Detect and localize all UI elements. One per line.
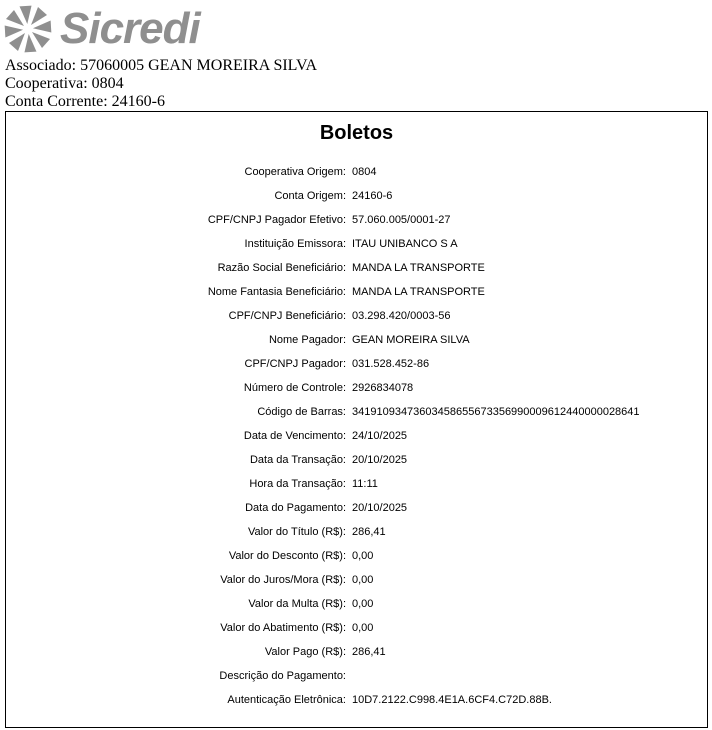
row-value: 286,41 [352, 646, 386, 658]
row-label: Razão Social Beneficiário: [217, 262, 346, 274]
row-label: Cooperativa Origem: [244, 166, 346, 178]
receipt-row [6, 546, 707, 570]
associado-line: Associado: 57060005 GEAN MOREIRA SILVA [5, 57, 318, 74]
row-label: Nome Fantasia Beneficiário: [207, 286, 346, 298]
receipt-row [6, 666, 707, 690]
receipt-row [6, 450, 707, 474]
receipt-row [6, 690, 707, 714]
row-value: 10D7.2122.C998.4E1A.6CF4.C72D.88B. [352, 694, 552, 706]
receipt-row [6, 618, 707, 642]
row-value: 031.528.452-86 [352, 358, 430, 370]
sicredi-pinwheel-icon [4, 5, 52, 53]
row-value: 20/10/2025 [352, 454, 408, 466]
row-value: 24/10/2025 [352, 430, 408, 442]
row-value: 0,00 [352, 574, 374, 586]
row-label: Número de Controle: [243, 382, 346, 394]
receipt-row [6, 186, 707, 210]
row-label: Hora da Transação: [249, 478, 346, 490]
receipt-row [6, 282, 707, 306]
row-label: Valor da Multa (R$): [248, 598, 346, 610]
row-label: Código de Barras: [257, 406, 346, 418]
row-label: Valor do Abatimento (R$): [220, 622, 346, 634]
receipt-row [6, 354, 707, 378]
receipt-row [6, 162, 707, 186]
row-value: 286,41 [352, 526, 386, 538]
row-label: Descrição do Pagamento: [219, 670, 346, 682]
receipt-row [6, 426, 707, 450]
row-value: 0804 [352, 166, 377, 178]
row-label: Instituição Emissora: [244, 238, 346, 250]
receipt-row [6, 642, 707, 666]
row-value: 03.298.420/0003-56 [352, 310, 451, 322]
receipt-row [6, 498, 707, 522]
row-label: Nome Pagador: [268, 334, 346, 346]
receipt-row [6, 258, 707, 282]
receipt-box [5, 111, 708, 728]
row-value: GEAN MOREIRA SILVA [352, 334, 470, 346]
receipt-row [6, 402, 707, 426]
account-header [5, 57, 317, 111]
row-label: Valor do Desconto (R$): [228, 550, 346, 562]
receipt-row [6, 234, 707, 258]
logo-wordmark: Sicredi [60, 4, 200, 53]
row-value: 11:11 [352, 478, 378, 490]
row-value: 0,00 [352, 550, 374, 562]
cooperativa-line: Cooperativa: 0804 [5, 75, 124, 92]
receipt-row [6, 594, 707, 618]
row-label: Valor do Juros/Mora (R$): [220, 574, 346, 586]
row-value: MANDA LA TRANSPORTE [352, 262, 485, 274]
row-value: 20/10/2025 [352, 502, 408, 514]
receipt-row [6, 522, 707, 546]
receipt-rows [6, 162, 707, 714]
receipt-row [6, 306, 707, 330]
row-value: 57.060.005/0001-27 [352, 214, 451, 226]
row-label: CPF/CNPJ Beneficiário: [228, 310, 346, 322]
receipt-row [6, 378, 707, 402]
row-value: 0,00 [352, 622, 374, 634]
row-label: Data de Vencimento: [243, 430, 346, 442]
conta-corrente-line: Conta Corrente: 24160-6 [5, 93, 165, 110]
row-value: MANDA LA TRANSPORTE [352, 286, 485, 298]
row-label: Autenticação Eletrônica: [227, 694, 346, 706]
row-label: CPF/CNPJ Pagador Efetivo: [207, 214, 346, 226]
row-label: Valor Pago (R$): [264, 646, 346, 658]
row-label: Data do Pagamento: [245, 502, 346, 514]
sicredi-logo [4, 4, 200, 54]
row-value: 2926834078 [352, 382, 414, 394]
row-label: CPF/CNPJ Pagador: [244, 358, 346, 370]
receipt-title: Boletos [319, 122, 394, 144]
receipt-row [6, 210, 707, 234]
row-value: 0,00 [352, 598, 374, 610]
receipt-row [6, 330, 707, 354]
row-label: Conta Origem: [274, 190, 346, 202]
row-label: Valor do Título (R$): [247, 526, 346, 538]
row-value: ITAU UNIBANCO S A [352, 238, 458, 250]
row-value: 24160-6 [352, 190, 393, 202]
row-label: Data da Transação: [249, 454, 346, 466]
row-value: 34191093473603458655673356990009612440000028641 [352, 406, 640, 418]
receipt-row [6, 570, 707, 594]
receipt-row [6, 474, 707, 498]
